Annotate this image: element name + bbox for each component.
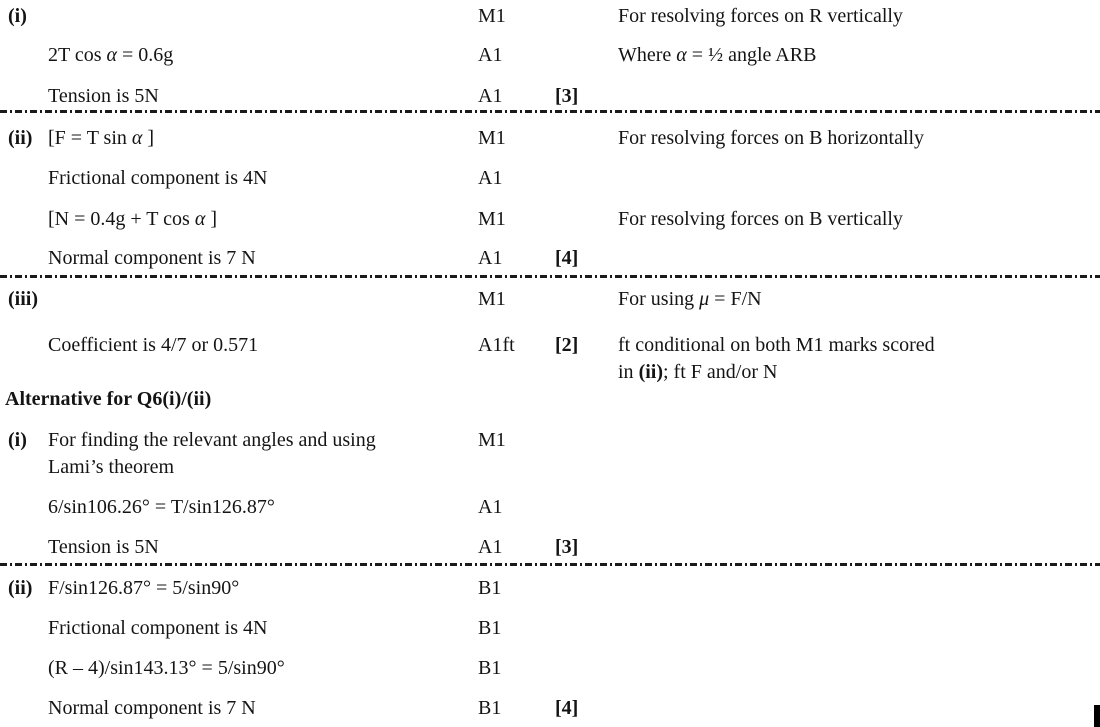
part-label: (ii) — [8, 127, 33, 149]
mark-code: A1 — [478, 536, 503, 558]
mark-code: A1ft — [478, 334, 515, 356]
mark-code: A1 — [478, 247, 503, 269]
table-row — [0, 615, 1100, 642]
part-label: (iii) — [8, 288, 38, 310]
table-row — [0, 427, 1100, 481]
examiner-comment: For resolving forces on R vertically — [618, 5, 903, 27]
table-row — [0, 575, 1100, 602]
section-divider — [0, 275, 1100, 278]
mu-symbol: μ — [699, 288, 710, 310]
examiner-comment: For resolving forces on B vertically — [618, 208, 903, 230]
marks-total: [4] — [555, 247, 579, 269]
mark-code: M1 — [478, 127, 506, 149]
table-row — [0, 165, 1100, 192]
mark-code: B1 — [478, 697, 502, 719]
working-text: (R – 4)/sin143.13° = 5/sin90° — [48, 657, 285, 679]
marks-total: [2] — [555, 334, 579, 356]
section-divider — [0, 110, 1100, 113]
table-row — [0, 286, 1100, 313]
section-divider — [0, 563, 1100, 566]
marks-total: [3] — [555, 536, 579, 558]
alpha-symbol: α — [106, 44, 118, 66]
table-row — [0, 695, 1100, 722]
working-text: [F = T sin α ] — [48, 127, 155, 149]
working-text: Tension is 5N — [48, 85, 159, 107]
examiner-comment: Where α = ½ angle ARB — [618, 44, 817, 66]
mark-code: M1 — [478, 5, 506, 27]
mark-code: B1 — [478, 617, 502, 639]
working-text: Normal component is 7 N — [48, 697, 256, 719]
table-row — [0, 83, 1100, 110]
working-text: 2T cos α = 0.6g — [48, 44, 174, 66]
marks-total: [4] — [555, 697, 579, 719]
alpha-symbol: α — [194, 208, 206, 230]
working-text: Frictional component is 4N — [48, 617, 268, 639]
marks-total: [3] — [555, 85, 579, 107]
mark-code: B1 — [478, 657, 502, 679]
mark-code: B1 — [478, 577, 502, 599]
mark-code: A1 — [478, 167, 503, 189]
table-row — [0, 534, 1100, 561]
mark-code: M1 — [478, 429, 506, 451]
examiner-comment: For using μ = F/N — [618, 288, 762, 310]
table-row — [0, 125, 1100, 152]
part-label: (i) — [8, 429, 27, 451]
mark-code: M1 — [478, 208, 506, 230]
scan-artifact — [1094, 705, 1100, 727]
working-text: Normal component is 7 N — [48, 247, 256, 269]
table-row — [0, 332, 1100, 388]
alpha-symbol: α — [676, 44, 687, 66]
examiner-comment: ft conditional on both M1 marks scored in (ii); ft F and/or N — [618, 334, 935, 383]
table-row — [0, 494, 1100, 521]
mark-code: M1 — [478, 288, 506, 310]
alternative-heading: Alternative for Q6(i)/(ii) — [5, 388, 212, 410]
part-label: (ii) — [8, 577, 33, 599]
table-row — [0, 42, 1100, 69]
table-row — [0, 3, 1100, 30]
table-row — [0, 245, 1100, 272]
alpha-symbol: α — [131, 127, 143, 149]
table-row — [0, 206, 1100, 233]
examiner-comment: For resolving forces on B horizontally — [618, 127, 925, 149]
working-text: 6/sin106.26° = T/sin126.87° — [48, 496, 275, 518]
table-row — [0, 655, 1100, 682]
mark-code: A1 — [478, 44, 503, 66]
working-text: Frictional component is 4N — [48, 167, 268, 189]
mark-code: A1 — [478, 85, 503, 107]
part-label: (i) — [8, 5, 27, 27]
working-text: Tension is 5N — [48, 536, 159, 558]
mark-code: A1 — [478, 496, 503, 518]
working-text: [N = 0.4g + T cos α ] — [48, 208, 217, 230]
working-text: For finding the relevant angles and using Lami’s theorem — [48, 429, 376, 478]
working-text: Coefficient is 4/7 or 0.571 — [48, 334, 259, 356]
working-text: F/sin126.87° = 5/sin90° — [48, 577, 240, 599]
